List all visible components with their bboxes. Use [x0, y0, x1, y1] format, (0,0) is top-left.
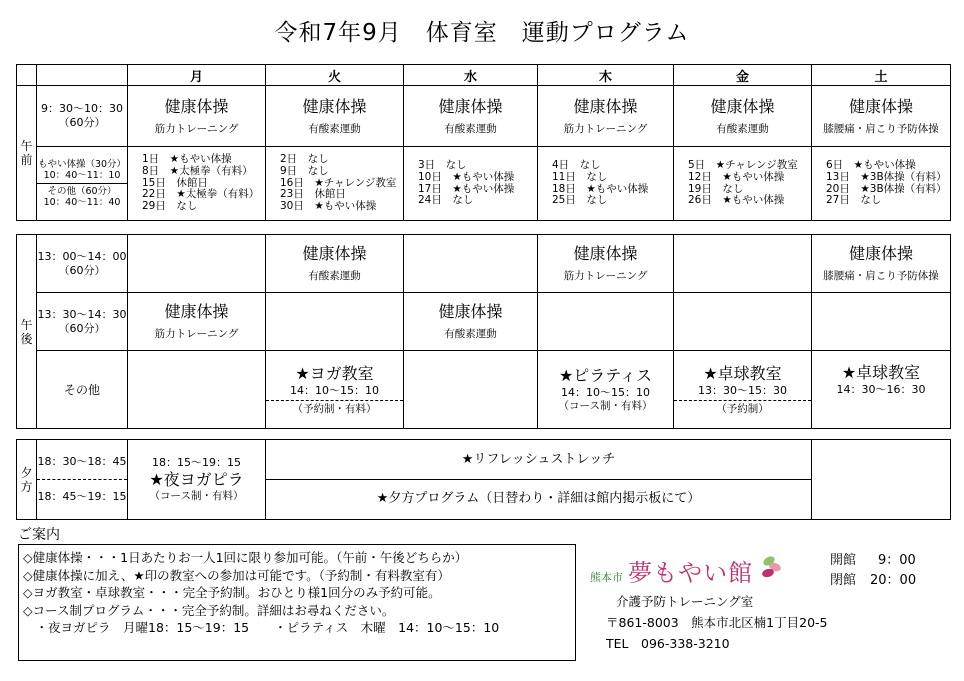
time-slot: 18：30～18：45 18：45～19：15 — [37, 440, 128, 520]
time-slot: 9：30～10：30 （60分） — [37, 86, 128, 147]
leaf-icon — [760, 553, 782, 587]
class-cell: 健康体操 有酸素運動 — [404, 293, 538, 351]
class-cell: 健康体操 筋力トレーニング — [128, 86, 266, 147]
empty-cell — [266, 293, 404, 351]
city-label: 熊本市 — [590, 571, 623, 584]
corner-cell — [17, 65, 37, 86]
page-title: 令和7年9月 体育室 運動プログラム — [274, 20, 690, 46]
class-cell: 健康体操 膝腰痛・肩こり予防体操 — [812, 235, 951, 293]
day-header: 月 — [128, 65, 266, 86]
time-slot: 13：30～14：30 （60分） — [37, 293, 128, 351]
class-cell: ★ピラティス 14：10～15：10 （コース制・有料） — [538, 351, 674, 429]
day-header: 金 — [674, 65, 812, 86]
class-cell: ★リフレッシュストレッチ ★夕方プログラム（日替わり・詳細は館内掲示板にて） — [266, 440, 812, 520]
corner-cell — [37, 65, 128, 86]
class-cell: 18：15～19：15 ★夜ヨガピラ （コース制・有料） — [128, 440, 266, 520]
guide-line: ◇健康体操に加え、★印の教室への参加は可能です。（予約制・有料教室有） — [23, 567, 450, 583]
class-cell: ★ヨガ教室 14：10～15：10 （予約制・有料） — [266, 351, 404, 429]
time-slot: 13：00～14：00 （60分） — [37, 235, 128, 293]
facility-logo — [590, 553, 782, 588]
guide-heading: ご案内 — [18, 527, 60, 543]
guide-line: ・夜ヨガピラ 月曜18：15～19：15 ・ピラティス 木曜 14：10～15：10 — [23, 620, 500, 635]
period-evening: 夕方 — [17, 440, 37, 520]
dates-cell: 2日 なし 9日 なし 16日 ★チャレンジ教室 23日 休館日 30日 ★もやい体操 — [266, 147, 404, 221]
class-cell: ★卓球教室 13：30～15：30 （予約制） — [674, 351, 812, 429]
guide-line: ◇ヨガ教室・卓球教室・・・完全予約制。おひとり様1回分のみ予約可能。 — [23, 585, 441, 600]
class-cell: ★卓球教室 14：30～16：30 — [812, 351, 951, 429]
dates-cell: 5日 ★チャレンジ教室 12日 ★もやい体操 19日 なし 26日 ★もやい体操 — [674, 147, 812, 221]
empty-cell — [538, 293, 674, 351]
other-label: その他 — [37, 351, 128, 429]
class-cell: 健康体操 筋力トレーニング — [128, 293, 266, 351]
facility-address: 介護予防トレーニング室 〒861-8003 熊本市北区楠1丁目20-5 TEL 096-338-3210 — [606, 594, 828, 651]
empty-cell — [404, 351, 538, 429]
empty-cell — [812, 440, 951, 520]
day-header: 土 — [812, 65, 951, 86]
empty-cell — [404, 235, 538, 293]
dates-cell: 1日 ★もやい体操 8日 ★太極拳（有料） 15日 休館日 22日 ★太極拳（有料） 29日 なし — [128, 147, 266, 221]
day-header: 火 — [266, 65, 404, 86]
evening-table — [16, 439, 951, 520]
class-cell: 健康体操 膝腰痛・肩こり予防体操 — [812, 86, 951, 147]
dates-cell: 4日 なし 11日 なし 18日 ★もやい体操 25日 なし — [538, 147, 674, 221]
facility-name: 夢もやい館 — [628, 559, 754, 587]
period-afternoon: 午後 — [17, 235, 37, 429]
class-cell: 健康体操 筋力トレーニング — [538, 86, 674, 147]
guide-line: ◇健康体操・・・1日あたりお一人1回に限り参加可能。（午前・午後どちらか） — [23, 550, 468, 565]
class-cell: 健康体操 有酸素運動 — [404, 86, 538, 147]
empty-cell — [128, 235, 266, 293]
period-morning: 午前 — [17, 86, 37, 221]
day-header: 水 — [404, 65, 538, 86]
class-cell: 健康体操 有酸素運動 — [266, 235, 404, 293]
class-cell: 健康体操 有酸素運動 — [674, 86, 812, 147]
guide-line: ◇コース制プログラム・・・完全予約制。詳細はお尋ねください。 — [23, 602, 395, 618]
dates-cell: 3日 なし 10日 ★もやい体操 17日 ★もやい体操 24日 なし — [404, 147, 538, 221]
day-header: 木 — [538, 65, 674, 86]
empty-cell — [674, 235, 812, 293]
opening-hours: 開館 9：00 閉館 20：00 — [830, 553, 917, 588]
guide-box — [18, 544, 576, 661]
empty-cell — [674, 293, 812, 351]
class-cell: 健康体操 筋力トレーニング — [538, 235, 674, 293]
time-slot-special: もやい体操（30分） 10：40～11：10 その他（60分） 10：40～11：40 — [37, 147, 128, 221]
dates-cell: 6日 ★もやい体操 13日 ★3B体操（有料） 20日 ★3B体操（有料） 27日 なし — [812, 147, 951, 221]
afternoon-table — [16, 234, 951, 429]
morning-table — [16, 64, 951, 221]
class-cell: 健康体操 有酸素運動 — [266, 86, 404, 147]
empty-cell — [812, 293, 951, 351]
empty-cell — [128, 351, 266, 429]
